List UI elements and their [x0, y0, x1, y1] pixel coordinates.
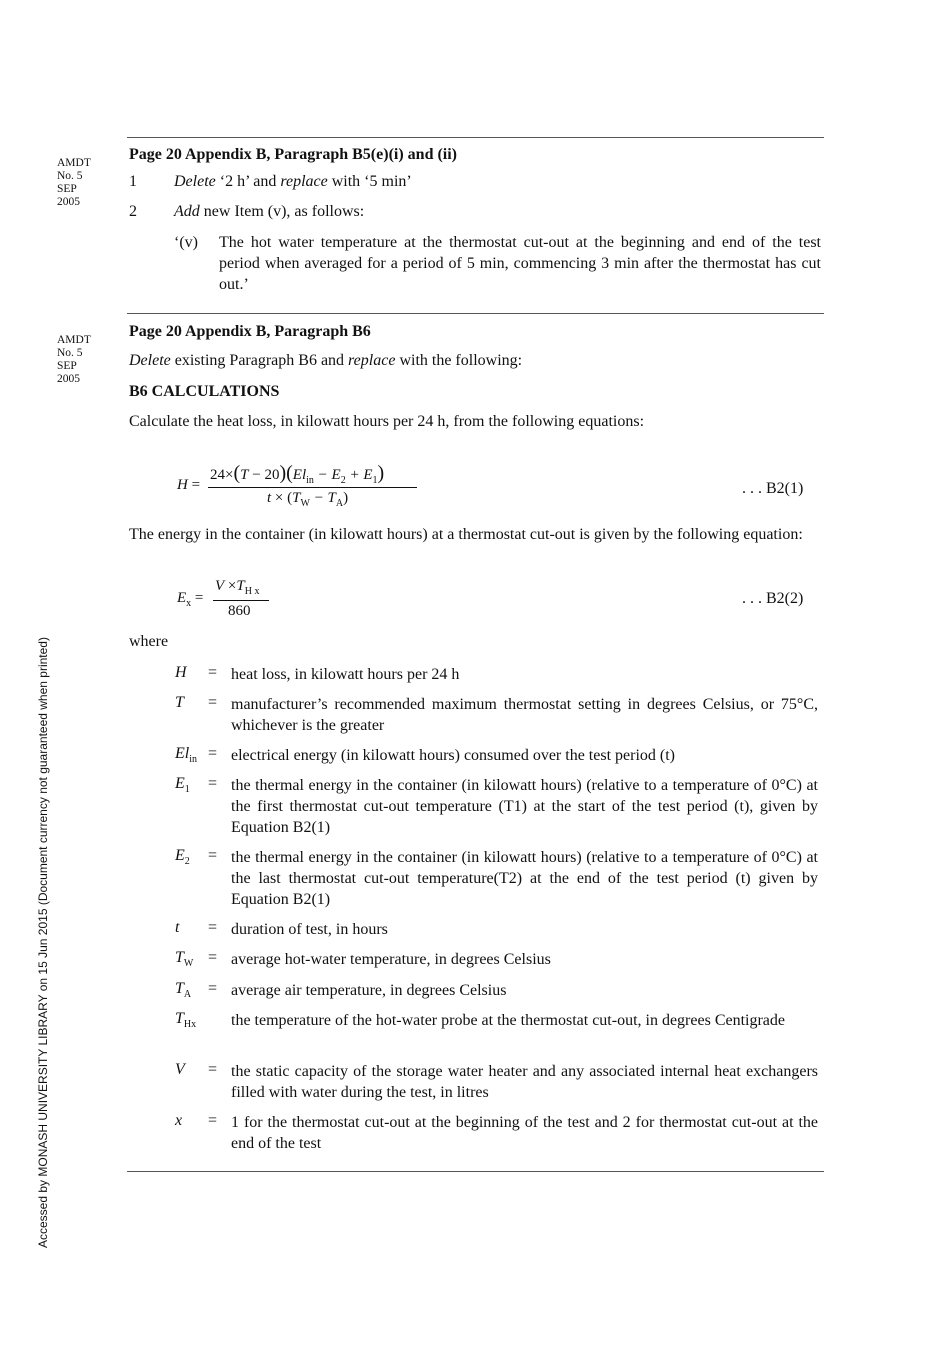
- symbol-subscript: in: [189, 754, 197, 766]
- item-number: 1: [129, 173, 137, 190]
- amendment-year: 2005: [57, 373, 80, 385]
- sub-item-text: The hot water temperature at the thermostat cut-out at the beginning and end of the test period when averaged for a period of 5 min, commencing 3 min after the thermostat has cut out.’: [219, 234, 821, 293]
- subscript: A: [335, 498, 344, 509]
- symbol-main: x: [175, 1112, 183, 1129]
- text-fragment: with the following:: [395, 352, 523, 369]
- symbol-t: T: [236, 578, 245, 594]
- symbol-h: H: [177, 477, 188, 493]
- text-fragment: ‘2 h’ and: [215, 173, 281, 190]
- symbol-main: E: [175, 847, 185, 864]
- symbol-subscript: 2: [184, 856, 190, 868]
- definition-text: manufacturer’s recommended maximum thermostat setting in degrees Celsius, or 75°C, whichever is the greater: [231, 696, 818, 734]
- definition-symbol: [175, 949, 193, 969]
- equation-ref-2: . . . B2(2): [742, 590, 804, 607]
- replace-word: replace: [348, 352, 396, 369]
- definition-symbol: [175, 1010, 196, 1030]
- equals-sign: =: [208, 1112, 218, 1129]
- number: 860: [228, 603, 251, 619]
- symbol-v: V: [215, 578, 225, 594]
- item-number: 2: [129, 203, 137, 220]
- term: × (: [271, 490, 293, 506]
- definition-symbol: [175, 1061, 185, 1079]
- fraction-bar: [213, 600, 269, 601]
- term: − E: [313, 467, 341, 483]
- number: 24: [210, 467, 225, 483]
- term: + E: [345, 467, 373, 483]
- definition-text: heat loss, in kilowatt hours per 24 h: [231, 666, 460, 683]
- equals-sign: =: [194, 590, 204, 606]
- formula-numerator: [210, 462, 384, 486]
- item-text: [174, 203, 364, 221]
- text-fragment: new Item (v), as follows:: [199, 203, 365, 220]
- equals-sign: =: [208, 664, 218, 681]
- formula-lhs: [177, 477, 200, 494]
- symbol-el: El: [292, 467, 307, 483]
- equals-sign: =: [208, 694, 218, 711]
- text-fragment: existing Paragraph B6 and: [170, 352, 349, 369]
- calculations-heading: B6 CALCULATIONS: [129, 383, 280, 400]
- symbol-main: T: [175, 980, 184, 997]
- symbol-t: T: [292, 490, 301, 506]
- definition-text: the temperature of the hot-water probe at the thermostat cut-out, in degrees Centigrade: [231, 1012, 786, 1029]
- definition-symbol: [175, 847, 190, 867]
- paren: )(: [279, 462, 293, 484]
- symbol-main: H: [175, 664, 187, 681]
- access-watermark: Accessed by MONASH UNIVERSITY LIBRARY on 15 Jun 2015 (Document currency not guaranteed when printed): [36, 637, 50, 1248]
- definition-symbol: [175, 775, 190, 795]
- sub-item-label: ‘(v): [174, 234, 198, 251]
- term: − 20: [248, 467, 280, 483]
- symbol-e: E: [177, 590, 187, 606]
- term: − T: [309, 490, 336, 506]
- definition-symbol: [175, 694, 184, 712]
- item-text: [174, 173, 412, 191]
- fraction-bar: [208, 487, 417, 488]
- times-sign: ×: [224, 578, 237, 594]
- definition-text: the thermal energy in the container (in kilowatt hours) (relative to a temperature of 0°C) at the last thermostat cut-out temperature(T2) at the end of the test period (t) given by Equation B2(1): [231, 849, 818, 908]
- formula-numerator: [215, 578, 259, 597]
- equals-sign: =: [208, 919, 218, 936]
- definition-symbol: [175, 980, 191, 1000]
- definition-symbol: [175, 1112, 182, 1130]
- symbol-subscript: Hx: [183, 1019, 197, 1031]
- equals-sign: =: [208, 775, 218, 792]
- symbol-main: T: [175, 694, 184, 711]
- equals-sign: =: [191, 477, 201, 493]
- definition-symbol: [175, 745, 197, 765]
- text-fragment: with ‘5 min’: [327, 173, 412, 190]
- energy-text: The energy in the container (in kilowatt hours) at a thermostat cut-out is given by the following equation:: [129, 526, 803, 543]
- add-word: Add: [174, 203, 200, 220]
- subscript: H x: [244, 586, 260, 597]
- section-rule: [127, 313, 824, 314]
- symbol-t: t: [267, 490, 272, 506]
- symbol-t: T: [240, 467, 249, 483]
- definition-text: the static capacity of the storage water heater and any associated internal heat exchangers filled with water during the test, in litres: [231, 1063, 818, 1101]
- symbol-main: T: [175, 949, 184, 966]
- item-2: [129, 203, 365, 221]
- replace-word: replace: [280, 173, 328, 190]
- definition-text: average hot-water temperature, in degrees Celsius: [231, 951, 551, 968]
- definition-text: the thermal energy in the container (in kilowatt hours) (relative to a temperature of 0°C) at the first thermostat cut-out temperature (T1) at the start of the test period (t), given by Equation B2(1): [231, 777, 818, 836]
- delete-word: Delete: [174, 173, 216, 190]
- equals-sign: =: [208, 980, 218, 997]
- amendment-label: AMDT: [57, 334, 91, 346]
- delete-word: Delete: [129, 352, 171, 369]
- definition-text: average air temperature, in degrees Celsius: [231, 982, 507, 999]
- equals-sign: =: [208, 847, 218, 864]
- symbol-main: T: [175, 1010, 184, 1027]
- subscript: in: [306, 475, 314, 486]
- amendment-year: 2005: [57, 196, 80, 208]
- equation-ref-1: . . . B2(1): [742, 480, 804, 497]
- calc-text: Calculate the heat loss, in kilowatt hours per 24 h, from the following equations:: [129, 413, 645, 430]
- amendment-month: SEP: [57, 360, 77, 372]
- paren: ): [343, 490, 349, 506]
- where-label: where: [129, 633, 169, 650]
- amendment-number: No. 5: [57, 170, 83, 182]
- definition-text: electrical energy (in kilowatt hours) consumed over the test period (t): [231, 747, 675, 764]
- symbol-subscript: A: [183, 989, 192, 1001]
- symbol-main: E: [175, 775, 185, 792]
- equals-sign: =: [208, 745, 218, 762]
- section2-heading: Page 20 Appendix B, Paragraph B6: [129, 323, 371, 340]
- symbol-subscript: W: [183, 958, 194, 970]
- definition-text: duration of test, in hours: [231, 921, 388, 938]
- section2-intro: [129, 352, 522, 370]
- definition-text: 1 for the thermostat cut-out at the beginning of the test and 2 for thermostat cut-out at the end of the test: [231, 1114, 818, 1152]
- paren: (: [233, 462, 241, 484]
- definition-symbol: [175, 664, 187, 682]
- amendment-note: [57, 334, 91, 386]
- formula-denominator: [228, 603, 251, 620]
- subscript: 2: [340, 475, 346, 486]
- section1-heading: Page 20 Appendix B, Paragraph B5(e)(i) and (ii): [129, 146, 458, 163]
- bottom-rule: [127, 1171, 824, 1172]
- symbol-main: V: [175, 1061, 185, 1078]
- symbol-subscript: 1: [184, 784, 190, 796]
- amendment-number: No. 5: [57, 347, 83, 359]
- definition-symbol: [175, 919, 179, 937]
- top-rule: [127, 137, 824, 138]
- amendment-label: AMDT: [57, 157, 91, 169]
- formula-lhs: [177, 590, 203, 609]
- times-sign: ×: [225, 467, 234, 483]
- subscript: x: [186, 598, 192, 609]
- amendment-month: SEP: [57, 183, 77, 195]
- paren: ): [377, 462, 385, 484]
- symbol-main: t: [175, 919, 180, 936]
- symbol-main: El: [175, 745, 190, 762]
- formula-denominator: [267, 490, 348, 509]
- subscript: 1: [372, 475, 378, 486]
- item-1: [129, 173, 412, 191]
- subscript: W: [300, 498, 310, 509]
- equals-sign: =: [208, 949, 218, 966]
- equals-sign: =: [208, 1061, 218, 1078]
- amendment-note: [57, 157, 91, 209]
